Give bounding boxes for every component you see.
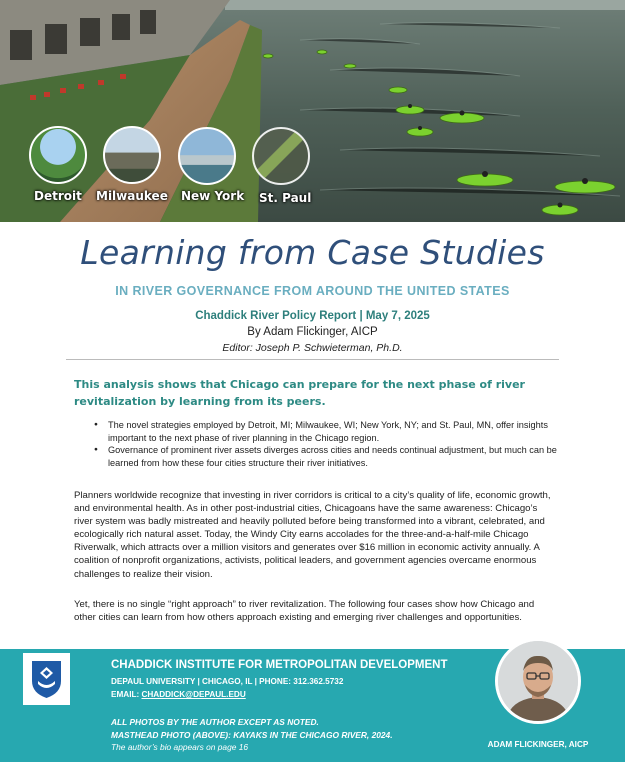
org-name: CHADDICK INSTITUTE FOR METROPOLITAN DEVELOPMENT (111, 659, 448, 671)
email-label: EMAIL: (111, 690, 142, 699)
city-label-st-paul: St. Paul (259, 191, 312, 205)
report-title: Learning from Case Studies (80, 233, 545, 272)
depaul-logo (23, 653, 70, 705)
body-paragraph: Yet, there is no single “right approach” to river revitalization. The following four cases show how Chicago and other cities can learn from how others approach existing and emerging river challenges and opportunities. (74, 599, 535, 624)
headshot-caption: ADAM FLICKINGER, AICP (487, 740, 589, 749)
contact-line: DEPAUL UNIVERSITY | CHICAGO, IL | PHONE: 312.362.5732 (111, 677, 344, 686)
author-byline: By Adam Flickinger, AICP (247, 326, 378, 338)
lead-statement: This analysis shows that Chicago can prepare for the next phase of river revitalization by learning from its peers. (74, 378, 525, 408)
depaul-logo-icon (30, 659, 63, 699)
detroit-photo (29, 126, 87, 184)
email-link[interactable]: CHADDICK@DEPAUL.EDU (141, 690, 246, 699)
masthead-photo (0, 0, 625, 222)
headshot-photo (498, 641, 578, 721)
bio-note: The author’s bio appears on page 16 (111, 742, 249, 752)
editor-line: Editor: Joseph P. Schwieterman, Ph.D. (222, 342, 403, 354)
key-finding-item: ● The novel strategies employed by Detroit, MI; Milwaukee, WI; New York, NY; and St. Paul, MN, offer insights important to the next phase of river planning in the Chicago region. (94, 419, 564, 444)
masthead-credit: MASTHEAD PHOTO (ABOVE): KAYAKS IN THE CHICAGO RIVER, 2024. (111, 729, 393, 740)
divider (66, 359, 559, 360)
email-line (111, 688, 343, 701)
city-label-milwaukee: Milwaukee (96, 189, 168, 203)
city-label-detroit: Detroit (34, 189, 82, 203)
city-label-new-york: New York (181, 189, 245, 203)
report-subtitle: IN RIVER GOVERNANCE FROM AROUND THE UNITED STATES (115, 284, 510, 298)
photo-credits (111, 716, 393, 754)
city-thumbnails (0, 0, 625, 222)
author-headshot (495, 638, 581, 724)
st-paul-photo (252, 127, 310, 185)
contact-info (111, 675, 343, 701)
milwaukee-photo (103, 126, 161, 184)
body-paragraph: Planners worldwide recognize that investing in river corridors is critical to a city’s quality of life, economic growth, and environmental health. As in other post-industrial cities, Chicagoans have the same awareness: Chicago’s river system was badly mistreated and heavily polluted before being transformed into a vibrant, celebrated, and ecologically rich natural asset. Today, the Windy City earns accolades for the three-and-a-half-mile Chicago Riverwalk, which attracts over a million visitors and generates over $16 million in economic activity annually. A coalition of nonprofit organizations, activists, political leaders, and government agencies overcame enormous challenges to realize their vision. (74, 490, 551, 580)
report-series-date: Chaddick River Policy Report | May 7, 2025 (195, 310, 430, 322)
key-finding-item: ● Governance of prominent river assets diverges across cities and needs continual adjustment, but much can be learned from how these four cities structure their river initiatives. (94, 444, 564, 469)
photo-credit: ALL PHOTOS BY THE AUTHOR EXCEPT AS NOTED. (111, 717, 319, 727)
key-findings-list (94, 419, 564, 469)
new-york-photo (178, 127, 236, 185)
